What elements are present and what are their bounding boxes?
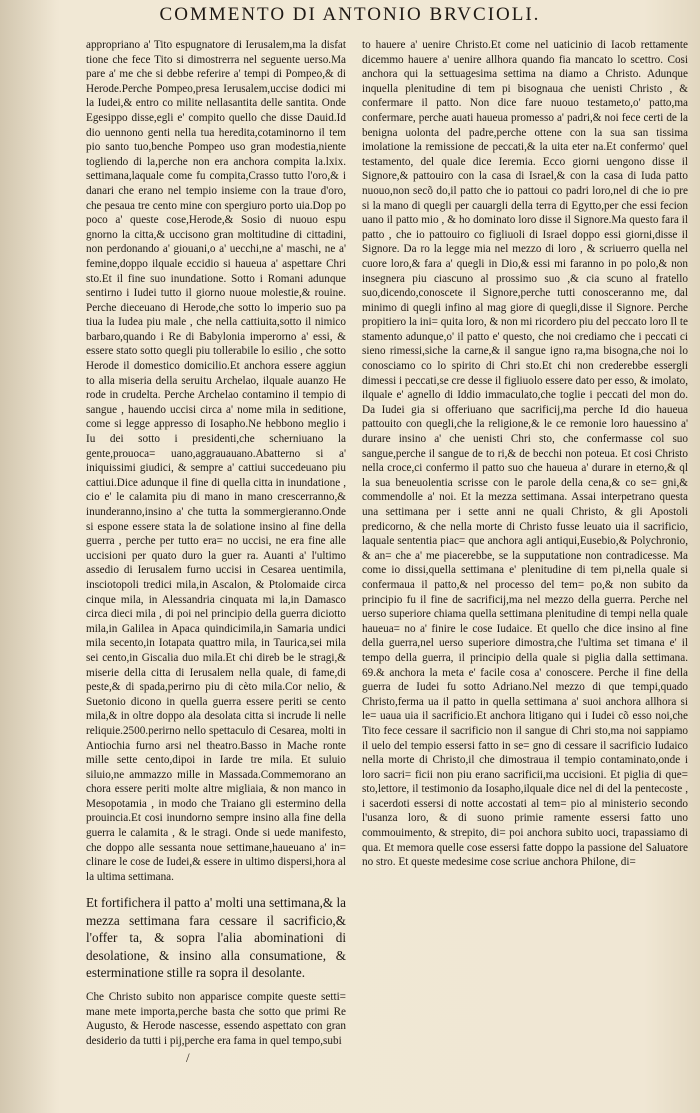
left-paragraph-2: Che Christo subito non apparisce compite queste setti= mane mete importa,perche basta che sotto que primi Re Augusto, & Herode nascesse, essendo aspettato con gran desiderio da tutti i pij,perche era fama in quel tempo,subi <box>86 990 346 1047</box>
right-column <box>362 38 688 1078</box>
folio-mark: / <box>186 1050 190 1065</box>
binding-shadow <box>0 0 60 1113</box>
running-head: COMMENTO DI ANTONIO BRVCIOLI. <box>159 4 541 25</box>
left-paragraph-1: appropriano a' Tito espugnatore di Ierusalem,ma la disfat tione che fece Tito si dimostrerra nel seguente uerso.Ma pare a' me che si debbe referire a' tempi di Pompeo,& di Herode.Perche Pompeo,presa Ierusalem,uccise dodici mi la Iudei,& entro co milite nellasantita delle santita. Onde Egesippo disse,egli e' compito quello che disse Dauid.Id dio uennono genti nella tua heredita,cotaminorno il tem pio santo tuo,benche Pompeo uso gran modestia,niente togliendo di la,perche non era anchora compita la.lxix. settimana,laquale come fu compita,Crasso tutto l'oro,& i danari che erano nel tempio insieme con la traue d'oro, che pesaua tre cento mine con spergiuro porto uia.Dop po poco a' queste cose,Herode,& Sosio di nuouo espu gnorno la citta,& uccisono gran moltitudine di cittadini, non perdonando a' giouani,o a' uecchi,ne a' maschi, ne a' femine,doppo ilquale eccidio si haueua a' aspettare Chri sto.Et il fine suo inundatione. Sotto i Romani adunque sentirno i Iudei tutto il giorno nuoue molestie,& rouine. Perche dieceuano di Herode,che sotto lo imperio suo pa tiua la Iudea piu male , che nella cattiuita,sotto il nimico barbaro,quando i Re di Babylonia imperorno a' essi, & essere stato sotto quegli piu tollerabile lo esilio , che sotto Herode il domestico domicilio.Et anchora essere aggiun to alla miseria della seruitu Archelao, ilquale auanzo He rode in crudelta. Perche Archelao contamino il tempio di sangue , hauendo uccisi circa a' nome mila in seditione, come si legge appresso di Iosapho.Ne hebbono meglio i Iu dei sotto i presidenti,che scherniuano la gente,prouoca= uano,aggrauauano.Abatterno si a' iniquissimi giudici, & sempre a' cattiui succedeuano piu cattiui.Dice adunque il fine di quella citta in inundatione , cio e' le calamita piu di mano in mano crescerranno,& inunderanno,insino a' che tutta la sommergieranno.Onde si espone essere stata la de solatione insino al fine della guerra , perche per tutto era= no uccisi, ne era fine alle uccisioni per quato duro la guer ra. Auanti a' l'ultimo assedio di Ierusalem furno uccisi in Cesarea uentimila, insciotopoli tredici mila,in Ascalon, & Ptolomaide circa cinque mila, in Alessandria cinquata mi la,in Damasco circa dieci mila , di poi nel principio della guerra diciotto mila,in Galilea in Apaca quindicimila,in Samaria undici mila secento,in Iotapata quattro mila, in Taurica,sei mila sei cento,in Giscalia duo mila.Et chi direb be le stragi,& miserie della citta di Ierusalem nella quale, di fame,di peste,& di spada,perirno piu di cèto mila.Cor nelio, & Suetonio dicono in quella guerra essere periti se cento mila,& in oltre doppo ala desolata citta si incrude li nelle reliquie.2500.perirno nello spettaculo di Cesarea, molti in Antiochia furno arsi nel theatro.Basso in Mache ronte mille sette cento,dipoi in Iarde tre mila. Et suluio siluio,ne ammazzo mille in Massada.Commemorano an chora essere periti molte altre migliaia, & non manco in Mesopotamia , in modo che Traiano gli estermino della prouincia.Et cosi inundorno sempre insino alla fine della guerra le calamita , & le stragi. Onde si uede manifesto, che doppo alle sessanta noue settimane,haueuano a' in= clinare le cose de Iudei,& essere in ultimo dispersi,hora al la ultima settimana. <box>86 39 346 883</box>
left-column <box>86 38 346 1078</box>
scripture-verse: Et fortifichera il patto a' molti una settimana,& la mezza settimana fara cessare il sacrificio,& l'offer ta, & sopra l'alia abominationi di desolatione, & insino alla consumatione, & esterminatione stille ra sopra il desolante. <box>86 895 346 981</box>
right-paragraph-1: to hauere a' uenire Christo.Et come nel uaticinio di Iacob rettamente dicemmo hauere a' uenire allhora quando fia mancato lo scettro. Cosi anchora qui la settuagesima settima na diamo a Christo. Adunque inquella plenitudine di tem pi bisognaua che uenisti Christo , & confermare il patto. Non dice fare nuouo testameto,o' patto,ma confermare, perche auati haueua promesso a' padri,& noi fece certi de la benigna uolonta del padre,perche ottene con la sua san tissima imolatione la remissione de peccati,& la uita eter na.Et confermo' quel testamento, del quale dice Ieremia. Ecco giorni uengono disse il Signore,& pattouiro con la casa di Israel,& con la casa di Iuda patto nuouo,non secõ do,il patto che io pattoui co padri loro,nel di che io pre si la mano di quegli per cauargli della terra di Egytto,per che essi fecion uano il patto mio , & ho dominato loro disse il Signore.Ma questo fara il patto , che io pattouiro co figliuoli di Israel doppo essi giorni,disse il Signore. Da ro la legge mia nel mezzo di loro , & scriuerro quella nel cuore loro,& fara a' quegli in Dio,& essi mi faranno in po polo,& non insegnera piu ciascuno al prossimo suo ,& cia scuno al fratello suo,dicendo,conoscete il Signore,perche tutti conosceranno me, dal minimo di quegli infino al mag giore di quegli,disse il Signore. Perche propitiero la ini= quita loro, & non mi ricordero piu del peccato loro Il te stamento adunque,o' il patto e' questo, che noi crediamo che i peccati ci sieno rimessi,siche la carne,& il sangue igno ra,ma bisogna,che noi lo conosciamo co lo spirito di Chri sto.Et chi non crederebbe essergli dimessi i peccati,se cre desse il figliuolo essere dato per esso, & imolato, ilquale e' agnello di Iddio immaculato,che toglie i peccati del mon do. Da Iudei gia si offeriuano que sacrificij,ma perche Id dio haueua pattouito con quegli,che la religione,& le ce remonie loro hauessino a' durare insino a' che uenisti Chri sto, che confermasse col suo sangue,perche il sangue de to ri,& de becchi non poteua. Et cosi Christo nella croce,ci confermo il patto suo che haueua a' durare in eterno,& ql la sua beneuolentia scrisse con le parole della cena,& co se= gni,& commendolle a' noi. Et la mezza settimana. Assai interpetrano questa una settimana per i sette anni ne quali Christo, & gli Apostoli predicorno, & che nella morte di Christo fusse leuato uia il sacrificio, laquale sententia piac= que anchora agli antiqui,Eusebio,& Polychronio, & an= che a' me piacerebbe, se la supputatione non contradicesse. Ma come io dissi,quella settimana e' plenitudine di tem pi,nella quale si confermaua il patto,& nel processo del tem= po,& non subito da principio fu il fine de sacrificij,ma nel mezzo della guerra. Perche nel uerso superiore chiama quella settimana plenitudine di tempi nella quale haueua= no a' finire le cose Iudaice. Et quello che dice insino al fine della guerra,nel uerso superiore dimostra,che l'ultima set timana e' il tempo della guerra, il principio della quale si piglia dalla settimana. 69.& anchora la meta e' facile cosa a' conoscere. Perche il fine della guerra de Iudei fu sotto Adriano.Nel mezzo di que tempi,quado Christo,ferma ua il patto in quella settimana a' suoi anchora allhora si le= uaua uia il sacrificio.Et anchora litigano qui i Iudei cõ esso noi,che Tito fece cessare il sacrificio non il sangue di Chri sto,ma noi sappiamo il uelo del tempio essersi fatto in se= gno di cessare il sacrificio Iudaico nella morte di Christo,il che dimostraua il tempio contaminato,onde i loro sacri= ficii non piu erano sacrificii,ma uccisioni. Et piglia di que= sto,lettore, il testimonio da Iosapho,ilquale dice nel di del la pentecoste , i sacerdoti essersi di notte accostati al tem= pio al ministerio secondo l'usanza loro, & di suono primie ramente essersi fatto uno commouimento, & strepito, di= poi anchora subito uoci, trapassiamo di qua. Et memora quelle cose essersi fatte doppo la passione del Saluatore no stro. Et queste medesime cose scriue anchora Philone, di= <box>362 39 688 869</box>
